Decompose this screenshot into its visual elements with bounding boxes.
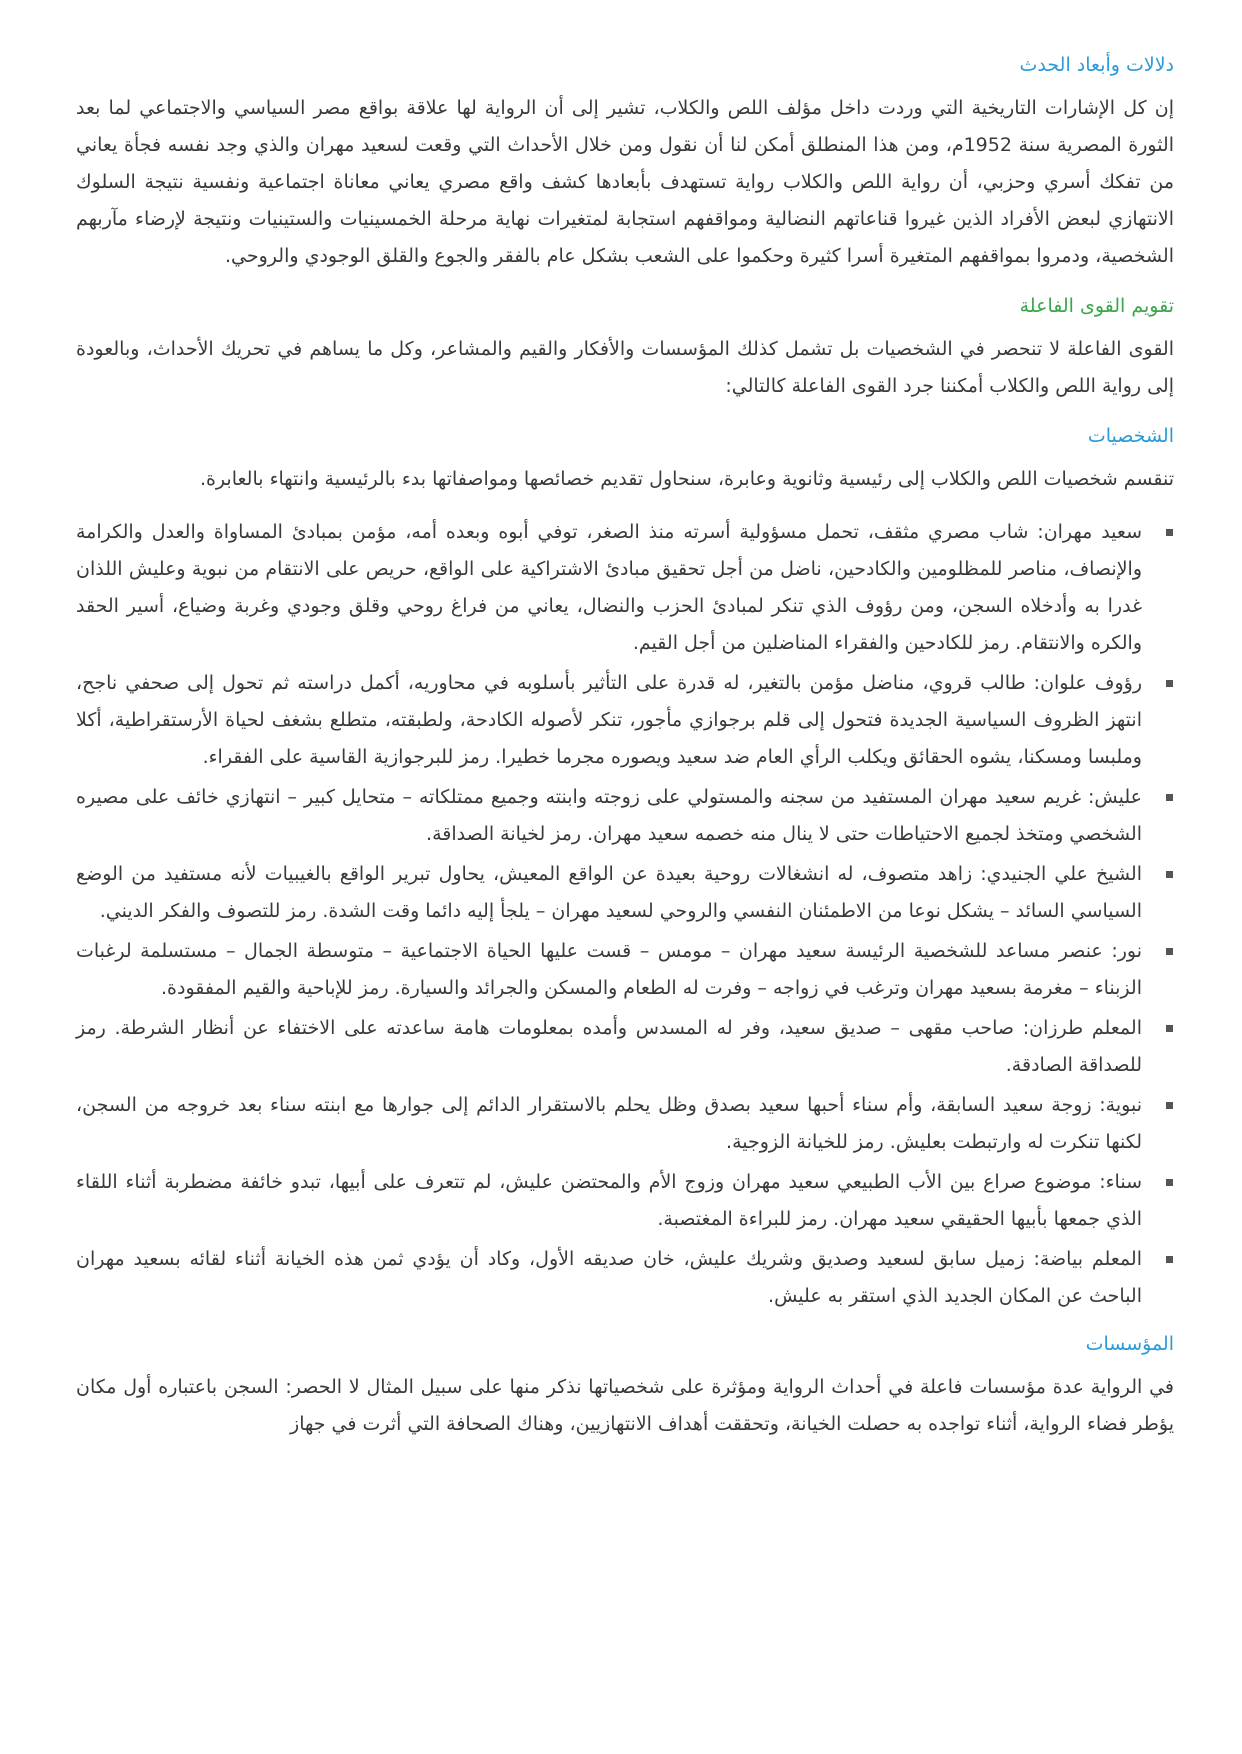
section-heading-characters: الشخصيات: [1087, 425, 1174, 447]
character-item-bayada: [76, 1241, 1142, 1315]
document-page: [76, 50, 1174, 1459]
section-heading-institutions: المؤسسات: [1085, 1333, 1174, 1355]
bullet-square-icon: [1166, 1179, 1173, 1186]
list-item-text: سناء: موضوع صراع بين الأب الطبيعي سعيد مهران وزوج الأم والمحتضن عليش، لم تتعرف على أبيها، تبدو خائفة مضطربة أثناء اللقاء الذي جمعها بأبيها الحقيقي سعيد مهران. رمز للبراءة المغتصبة.: [76, 1171, 1142, 1230]
bullet-square-icon: [1166, 1025, 1173, 1032]
list-item-text: سعيد مهران: شاب مصري مثقف، تحمل مسؤولية أسرته منذ الصغر، توفي أبوه وبعده أمه، مؤمن بمبادئ المساواة والعدل والكرامة والإنصاف، مناصر للمظلومين والكادحين، ناضل من أجل تحقيق مبادئ الاشتراكية على الواقع، حريص على الانتقام من نبوية وعليش اللذان غدرا به وأدخلاه السجن، ومن رؤوف الذي تنكر لمبادئ الحزب والنضال، يعاني من فراغ روحي وقلق وجودي وغربة وضياع، أسير الحقد والكره والانتقام. رمز للكادحين والفقراء المناضلين من أجل القيم.: [76, 521, 1142, 654]
paragraph-event-dimensions: إن كل الإشارات التاريخية التي وردت داخل مؤلف اللص والكلاب، تشير إلى أن الرواية لها علاقة بواقع مصر السياسي والاجتماعي لما بعد الثورة المصرية سنة 1952م، ومن هذا المنطلق أمكن لنا أن نقول ومن خلال الأحداث التي وقعت لسعيد مهران والذي وجد نفسه فجأة يعاني من تفكك أسري وحزبي، أن رواية اللص والكلاب رواية تستهدف بأبعادها كشف واقع مصري يعاني معاناة اجتماعية ونفسية نتيجة السلوك الانتهازي لبعض الأفراد الذين غيروا قناعاتهم النضالية ومواقفهم استجابة لمتغيرات نهاية مرحلة الخمسينيات والستينيات ونتيجة لإرضاء مآربهم الشخصية، ودمروا بمواقفهم المتغيرة أسرا كثيرة وحكموا على الشعب بشكل عام بالفقر والجوع والقلق الوجودي والروحي.: [76, 97, 1174, 267]
section-heading-event-dimensions: دلالات وأبعاد الحدث: [1019, 54, 1174, 76]
character-item-raouf-alwan: [76, 665, 1142, 776]
bullet-square-icon: [1166, 794, 1173, 801]
character-item-nabawiya: [76, 1087, 1142, 1161]
bullet-square-icon: [1166, 871, 1173, 878]
bullet-square-icon: [1166, 680, 1173, 687]
character-item-sanaa: [76, 1164, 1142, 1238]
bullet-square-icon: [1166, 1256, 1173, 1263]
character-item-saeed-mahran: [76, 514, 1142, 662]
character-item-sheikh-ali-junaidi: [76, 856, 1142, 930]
list-item-text: نبوية: زوجة سعيد السابقة، وأم سناء أحبها سعيد بصدق وظل يحلم بالاستقرار الدائم إلى جوارها مع ابنته سناء بعد خروجه من السجن، لكنها تنكرت له وارتبطت بعليش. رمز للخيانة الزوجية.: [76, 1094, 1142, 1153]
paragraph-characters-intro: تنقسم شخصيات اللص والكلاب إلى رئيسية وثانوية وعابرة، سنحاول تقديم خصائصها ومواصفاتها بدء بالرئيسية وانتهاء بالعابرة.: [199, 468, 1174, 490]
character-item-alish: [76, 779, 1142, 853]
list-item-text: نور: عنصر مساعد للشخصية الرئيسة سعيد مهران – مومس – قست عليها الحياة الاجتماعية – متوسطة الجمال – مستسلمة لرغبات الزبناء – مغرمة بسعيد مهران وترغب في زواجه – وفرت له الطعام والمسكن والجرائد والسيارة. رمز للإباحية والقيم المفقودة.: [76, 940, 1142, 999]
paragraph-actors-evaluation: القوى الفاعلة لا تنحصر في الشخصيات بل تشمل كذلك المؤسسات والأفكار والقيم والمشاعر، وكل ما يساهم في تحريك الأحداث، وبالعودة إلى رواية اللص والكلاب أمكننا جرد القوى الفاعلة كالتالي:: [76, 338, 1174, 397]
list-item-text: الشيخ علي الجنيدي: زاهد متصوف، له انشغالات روحية بعيدة عن الواقع المعيش، يحاول تبرير الواقع بالغيبيات لأنه مستفيد من الوضع السياسي السائد – يشكل نوعا من الاطمئنان النفسي والروحي لسعيد مهران – يلجأ إليه دائما وقت الشدة. رمز للتصوف والفكر الديني.: [76, 863, 1142, 922]
bullet-square-icon: [1166, 529, 1173, 536]
bullet-square-icon: [1166, 1102, 1173, 1109]
character-item-tarzan: [76, 1010, 1142, 1084]
list-item-text: رؤوف علوان: طالب قروي، مناضل مؤمن بالتغير، له قدرة على التأثير بأسلوبه في محاوريه، أكمل دراسته ثم تحول إلى صحفي ناجح، انتهز الظروف السياسية الجديدة فتحول إلى قلم برجوازي مأجور، تنكر لأصوله الكادحة، ولطبقته، متطلع بشغف لحياة الأرستقراطية، أكلا وملبسا ومسكنا، يشوه الحقائق ويكلب الرأي العام ضد سعيد ويصوره مجرما خطيرا. رمز للبرجوازية القاسية على الفقراء.: [76, 672, 1142, 768]
section-heading-actors-evaluation: تقويم القوى الفاعلة: [1019, 295, 1174, 317]
character-item-nour: [76, 933, 1142, 1007]
list-item-text: المعلم طرزان: صاحب مقهى – صديق سعيد، وفر له المسدس وأمده بمعلومات هامة ساعدته على الاختفاء عن أنظار الشرطة. رمز للصداقة الصادقة.: [76, 1017, 1142, 1076]
characters-list: [76, 514, 1174, 1315]
bullet-square-icon: [1166, 948, 1173, 955]
list-item-text: المعلم بياضة: زميل سابق لسعيد وصديق وشريك عليش، خان صديقه الأول، وكاد أن يؤدي ثمن هذه الخيانة أثناء لقائه بسعيد مهران الباحث عن المكان الجديد الذي استقر به عليش.: [76, 1248, 1142, 1307]
paragraph-institutions: في الرواية عدة مؤسسات فاعلة في أحداث الرواية ومؤثرة على شخصياتها نذكر منها على سبيل المثال لا الحصر: السجن باعتباره أول مكان يؤطر فضاء الرواية، أثناء تواجده به حصلت الخيانة، وتحققت أهداف الانتهازيين، وهناك الصحافة التي أثرت في جهاز: [76, 1376, 1174, 1435]
list-item-text: عليش: غريم سعيد مهران المستفيد من سجنه والمستولي على زوجته وابنته وجميع ممتلكاته – متحايل كبير – انتهازي خائف على مصيره الشخصي ومتخذ لجميع الاحتياطات حتى لا ينال منه خصمه سعيد مهران. رمز لخيانة الصداقة.: [76, 786, 1142, 845]
